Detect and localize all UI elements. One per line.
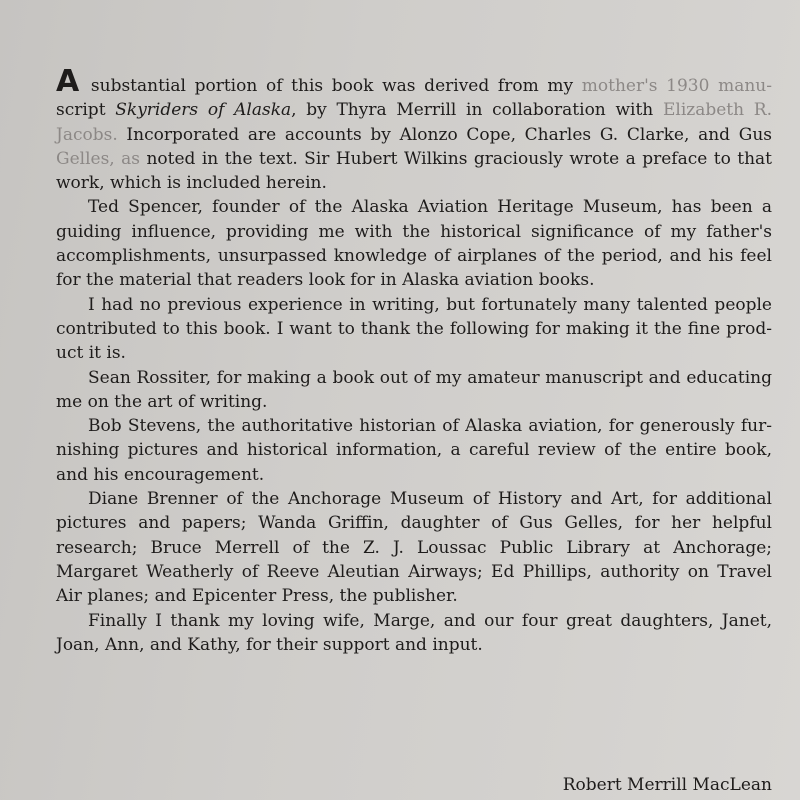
- paragraph-1-faded-a: mother's 1930 manu-: [581, 76, 772, 96]
- paragraph-1-faded-c: Gelles, as: [56, 148, 141, 169]
- paragraph-2: Ted Spencer, founder of the Alaska Aviation Heritage Museum, has been a guiding influence, providing me with the historical significance of my father's accomplishments, unsurpassed knowledge of airplanes of the period, and his feel for the material that readers look for in Alaska aviation books.: [56, 197, 772, 291]
- book-title-italic: Skyriders of Alaska: [115, 100, 292, 121]
- paragraph-3: I had no previous experience in writing, but fortunately many talented people contributed to this book. I want to thank the following for making it the fine product it is.: [56, 294, 772, 364]
- drop-cap-letter: A: [56, 64, 79, 99]
- paragraph-1: [56, 64, 772, 195]
- paragraph-6: Diane Brenner of the Anchorage Museum of History and Art, for additional pictures and papers; Wanda Griffin, daughter of Gus Gelles, for her helpful research; Bruce Merrell of the Z. J. Loussac Public Library at Anchorage; Margaret Weatherly of Reeve Aleutian Airways; Ed Phillips, authority on Travel Air planes; and Epicenter Press, the publisher.: [56, 489, 772, 607]
- acknowledgments-text: [56, 64, 772, 657]
- paragraph-1-text-d: Incorporated are accounts by Alonzo Cope, Charles G. Clarke, and Gus: [117, 124, 772, 145]
- paragraph-7: Finally I thank my loving wife, Marge, and our four great daughters, Janet, Joan, Ann, and Kathy, for their support and input.: [56, 610, 772, 655]
- paragraph-1-text-b: script: [56, 100, 116, 121]
- paragraph-1-text-c: , by Thyra Merrill in collaboration with: [291, 100, 663, 121]
- paragraph-4: Sean Rossiter, for making a book out of my amateur manuscript and educating me on the art of writing.: [56, 367, 772, 412]
- author-signature: Robert Merrill MacLean: [562, 775, 772, 795]
- paragraph-1-faded-b: Elizabeth R. Jacobs.: [56, 100, 772, 145]
- paragraph-5: Bob Stevens, the authoritative historian of Alaska aviation, for generously furnishing pictures and historical information, a careful review of the entire book, and his encouragement.: [56, 416, 772, 485]
- paragraph-1-text-e: noted in the text. Sir Hubert Wilkins graciously wrote a preface to that work, which is included herein.: [56, 148, 772, 194]
- paragraph-1-text-a: substantial portion of this book was derived from my: [82, 76, 582, 96]
